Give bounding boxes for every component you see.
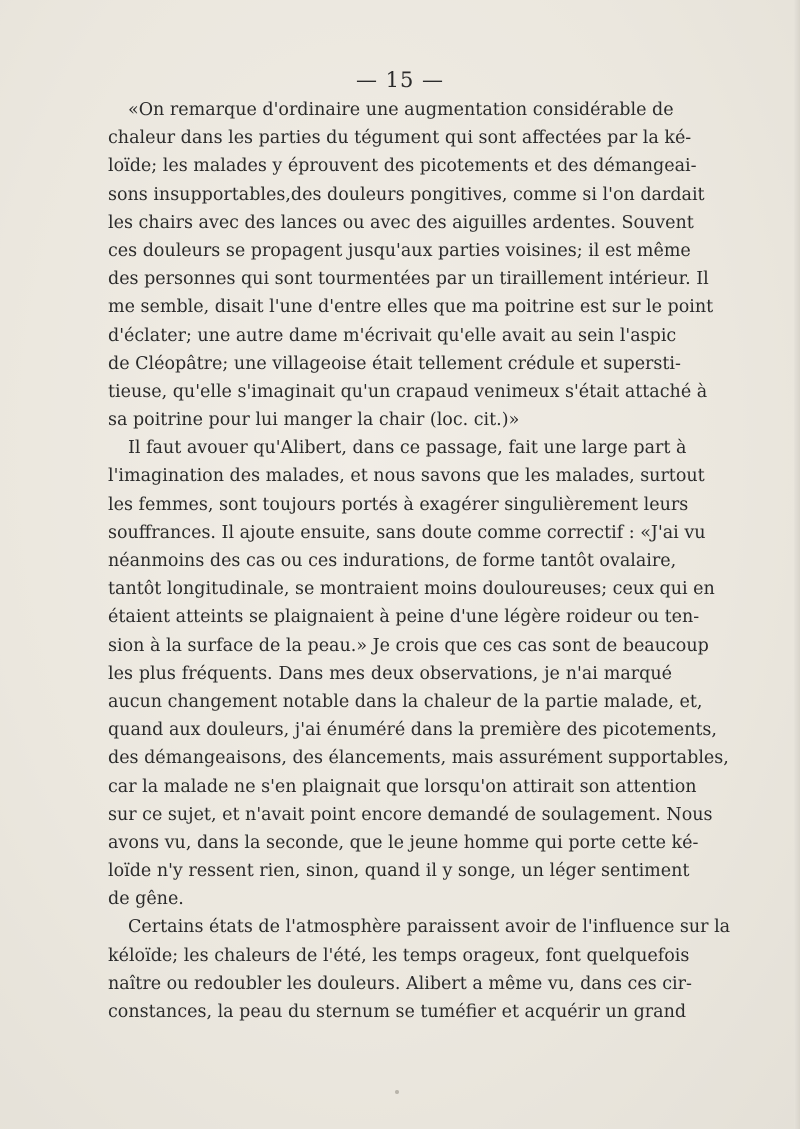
text-line: car la malade ne s'en plaignait que lorsqu'on attirait son attention [108,776,697,797]
text-line: des démangeaisons, des élancements, mais assurément supportables, [108,748,729,769]
text-line: néanmoins des cas ou ces indurations, de forme tantôt ovalaire, [108,551,677,571]
page-edge [794,0,800,1129]
text-line: tieuse, qu'elle s'imaginait qu'un crapaud venimeux s'était attaché à [108,381,708,402]
text-line: les chairs avec des lances ou avec des aiguilles ardentes. Souvent [108,212,694,233]
text-line: Certains états de l'atmosphère paraissent avoir de l'influence sur la [128,917,731,938]
ink-speck [395,1090,399,1094]
text-line: de Cléopâtre; une villageoise était tellement crédule et supersti- [108,353,681,374]
text-line: les femmes, sont toujours portés à exagérer singulièrement leurs [108,494,689,515]
text-line: l'imagination des malades, et nous savons que les malades, surtout [108,466,705,487]
text-line: sa poitrine pour lui manger la chair (loc. cit.)» [108,410,520,431]
text-line: sion à la surface de la peau.» Je crois que ces cas sont de beaucoup [108,635,709,656]
text-line: étaient atteints se plaignaient à peine d'une légère roideur ou ten- [108,607,700,628]
page-number: — 15 — [355,68,445,92]
text-line: avons vu, dans la seconde, que le jeune homme qui porte cette ké- [108,832,699,853]
text-line: naître ou redoubler les douleurs. Alibert a même vu, dans ces cir- [108,973,692,994]
text-line: souffrances. Il ajoute ensuite, sans doute comme correctif : «J'ai vu [108,522,706,543]
text-line: les plus fréquents. Dans mes deux observations, je n'ai marqué [108,663,672,684]
text-line: aucun changement notable dans la chaleur de la partie malade, et, [108,691,703,712]
text-line: des personnes qui sont tourmentées par un tiraillement intérieur. Il [108,269,709,290]
text-line: sons insupportables,des douleurs pongitives, comme si l'on dardait [108,184,705,205]
text-line: tantôt longitudinale, se montraient moins douloureuses; ceux qui en [108,579,715,600]
text-line: loïde n'y ressent rien, sinon, quand il y songe, un léger sentiment [108,861,690,882]
text-line: me semble, disait l'une d'entre elles que ma poitrine est sur le point [108,297,714,318]
text-line: kéloïde; les chaleurs de l'été, les temps orageux, font quelquefois [108,945,690,966]
text-line: d'éclater; une autre dame m'écrivait qu'elle avait au sein l'aspic [108,325,677,346]
body-text [108,96,731,1026]
text-line: de gêne. [108,889,184,910]
text-line: sur ce sujet, et n'avait point encore demandé de soulagement. Nous [108,804,713,825]
text-line: chaleur dans les parties du tégument qui sont affectées par la ké- [108,128,692,149]
text-line: ces douleurs se propagent jusqu'aux parties voisines; il est même [108,240,691,261]
text-line: loïde; les malades y éprouvent des picotements et des démangeai- [108,156,697,177]
text-line: Il faut avouer qu'Alibert, dans ce passage, fait une large part à [128,438,687,459]
text-line: «On remarque d'ordinaire une augmentation considérable de [128,100,674,120]
text-line: quand aux douleurs, j'ai énuméré dans la première des picotements, [108,720,717,741]
text-line: constances, la peau du sternum se tuméfier et acquérir un grand [108,1002,687,1022]
